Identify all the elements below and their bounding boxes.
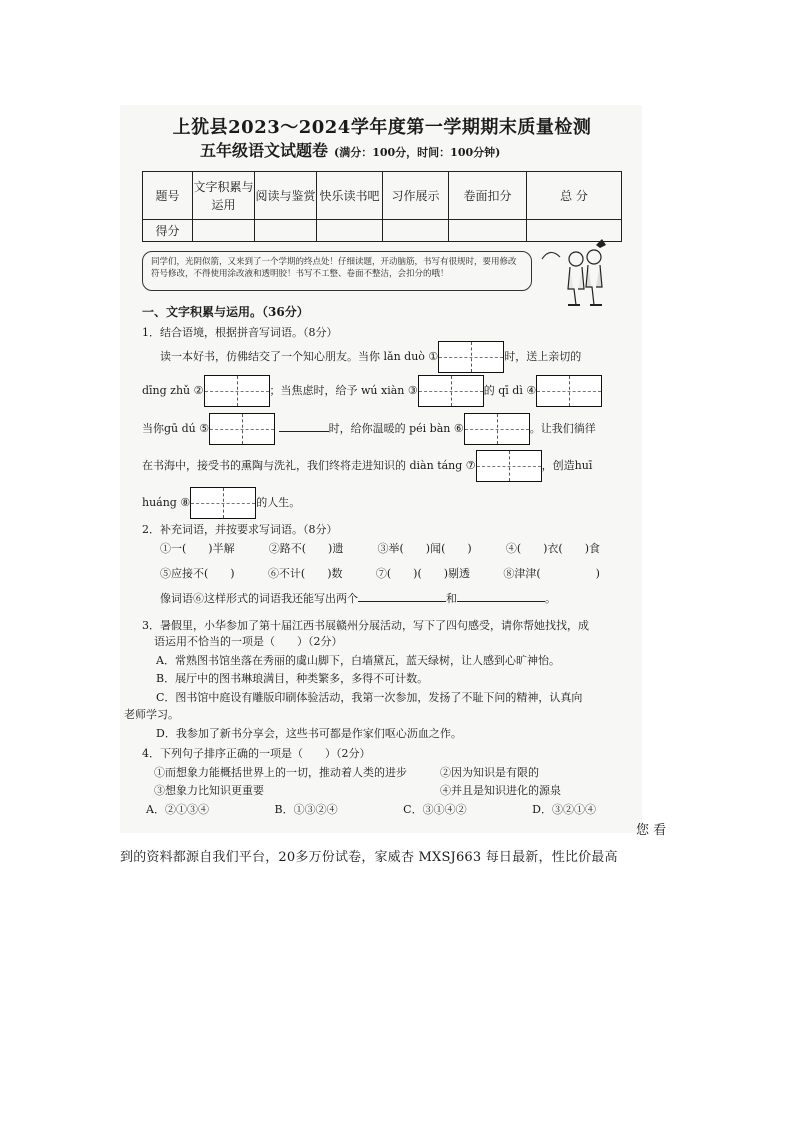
score-row-label: 得分 (143, 220, 193, 242)
answer-box[interactable] (536, 375, 602, 407)
question-2-prompt: 2．补充词语，并按要求写词语。（8分） (142, 523, 338, 536)
q2-item: ⑦( )( )剔透 (375, 567, 471, 580)
q4-sentence-2: ②因为知识是有限的 (440, 766, 539, 779)
score-cell (317, 220, 383, 242)
q4-option[interactable]: A．②①③④ (146, 803, 209, 816)
answer-box[interactable] (209, 413, 275, 445)
q4-option[interactable]: C．③①④② (403, 803, 467, 816)
score-header-cell: 文字积累与运用 (193, 172, 255, 220)
q1-text: ，创造huī (541, 459, 593, 472)
score-cell (449, 220, 527, 242)
section-heading: 一、文字积累与运用。（36分） (142, 305, 309, 319)
q4-option[interactable]: B．①③②④ (274, 803, 338, 816)
q4-sentence-1: ①而想象力能概括世界上的一切，推动着人类的进步 (154, 766, 407, 779)
q2-item: ②路不( )遗 (268, 542, 344, 555)
q3-option-a: A．常熟图书馆坐落在秀丽的虞山脚下，白墙黛瓦，蓝天绿树，让人感到心旷神怡。 (156, 654, 560, 667)
q1-text: ；当焦虑时，给予 wú xiàn ③ (269, 384, 418, 397)
q2-row-2 (160, 565, 600, 581)
footer-right-text: 您 看 (636, 823, 667, 838)
q2-item: ⑧津津( ) (503, 567, 600, 580)
subtitle-text: 五年级语文试题卷 (200, 141, 329, 160)
answer-blank[interactable] (457, 592, 545, 602)
score-table-header-row (143, 172, 622, 220)
q3-option-d: D．我参加了新书分享会，这些书可都是作家们呕心沥血之作。 (156, 727, 462, 740)
q2-item: ⑤应接不( ) (160, 567, 235, 580)
q1-line-3 (142, 413, 622, 445)
q3-option-b: B．展厅中的图书琳琅满目，种类繁多，多得不可计数。 (156, 672, 429, 685)
score-header-cell: 卷面扣分 (449, 172, 527, 220)
footer-promo-line: 到的资料都源自我们平台，20多万份试卷，家威杏 MXSJ663 每日最新，性比价最高 (120, 850, 618, 865)
score-header-cell: 快乐读书吧 (317, 172, 383, 220)
q1-text: dīng zhǔ ② (142, 384, 204, 397)
question-1-prompt: 1．结合语境，根据拼音写词语。（8分） (142, 326, 338, 339)
q1-text: 在书海中，接受书的熏陶与洗礼，我们终将走进知识的 diàn táng ⑦ (142, 459, 476, 472)
score-cell (255, 220, 317, 242)
q3-option-c: C．图书馆中庭设有雕版印刷体验活动，我第一次参加，发扬了不耻下问的精神，认真向 (156, 691, 583, 704)
q2-row-3 (160, 590, 640, 606)
answer-blank[interactable] (358, 592, 446, 602)
answer-box[interactable] (190, 487, 256, 519)
scanned-exam-page (120, 105, 642, 833)
q1-text: huáng ⑧ (142, 496, 191, 509)
q4-option[interactable]: D．③②①④ (532, 803, 596, 816)
q2-item: ⑥不计( )数 (267, 567, 343, 580)
question-4-prompt: 4．下列句子排序正确的一项是（ ）（2分） (142, 747, 371, 760)
exam-title: 上犹县2023～2024学年度第一学期期末质量检测 (172, 117, 592, 138)
subtitle-note: (满分：100分，时间：100分钟) (334, 146, 501, 159)
q2-text: 和 (446, 592, 457, 605)
q1-line-4 (142, 450, 622, 482)
score-header-cell: 习作展示 (383, 172, 449, 220)
q4-sentence-3: ③想象力比知识更重要 (154, 784, 264, 797)
q1-text: 的 qī dì ④ (483, 384, 537, 397)
q2-text: 像词语⑥这样形式的词语我还能写出两个 (160, 592, 358, 605)
q2-item: ③举( )闻( ) (377, 542, 472, 555)
q2-row-1 (160, 540, 600, 556)
score-table (142, 171, 622, 242)
question-3-prompt-cont: 语运用不恰当的一项是（ ）（2分） (154, 635, 343, 648)
answer-box[interactable] (476, 450, 542, 482)
q2-item: ④( )衣( )食 (505, 542, 600, 555)
answer-box[interactable] (464, 413, 530, 445)
score-header-cell: 阅读与鉴赏 (255, 172, 317, 220)
answer-box[interactable] (438, 341, 504, 373)
q1-text: 的人生。 (256, 496, 301, 509)
answer-blank[interactable] (279, 422, 329, 432)
q1-text: 时，给你温暖的 péi bàn ⑥ (328, 422, 464, 435)
q4-sentence-4: ④并且是知识进化的源泉 (440, 784, 561, 797)
question-3-prompt: 3．暑假里，小华参加了第十届江西书展赣州分展活动，写下了四句感受，请你帮她找找，成 (142, 619, 589, 632)
score-header-cell: 题号 (143, 172, 193, 220)
q3-option-c-cont: 老师学习。 (124, 708, 179, 721)
children-illustration (540, 239, 610, 311)
q1-text: 读一本好书，仿佛结交了一个知心朋友。当你 lǎn duò ① (160, 350, 439, 363)
q2-item: ①一( )半解 (160, 542, 235, 555)
exam-subtitle (200, 138, 640, 161)
score-header-cell: 总 分 (527, 172, 622, 220)
score-cell (193, 220, 255, 242)
q2-text: 。 (545, 592, 556, 605)
score-cell (383, 220, 449, 242)
answer-box[interactable] (418, 375, 484, 407)
answer-box[interactable] (204, 375, 270, 407)
q1-line-1 (160, 341, 640, 373)
q1-text: 。让我们徜徉 (529, 422, 596, 435)
notice-banner: 同学们，光阴似箭，又来到了一个学期的终点处！仔细读题，开动脑筋，书写有很规时，要用修改符号修改，不得使用涂改液和透明胶！书写不工整、卷面不整洁，会扣分的哦！ (142, 251, 532, 291)
q1-line-2 (142, 375, 622, 407)
q1-line-5 (142, 487, 622, 519)
q1-text: 时，送上亲切的 (504, 350, 582, 363)
q1-text: 当你gū dú ⑤ (142, 422, 210, 435)
q4-options (146, 801, 596, 817)
